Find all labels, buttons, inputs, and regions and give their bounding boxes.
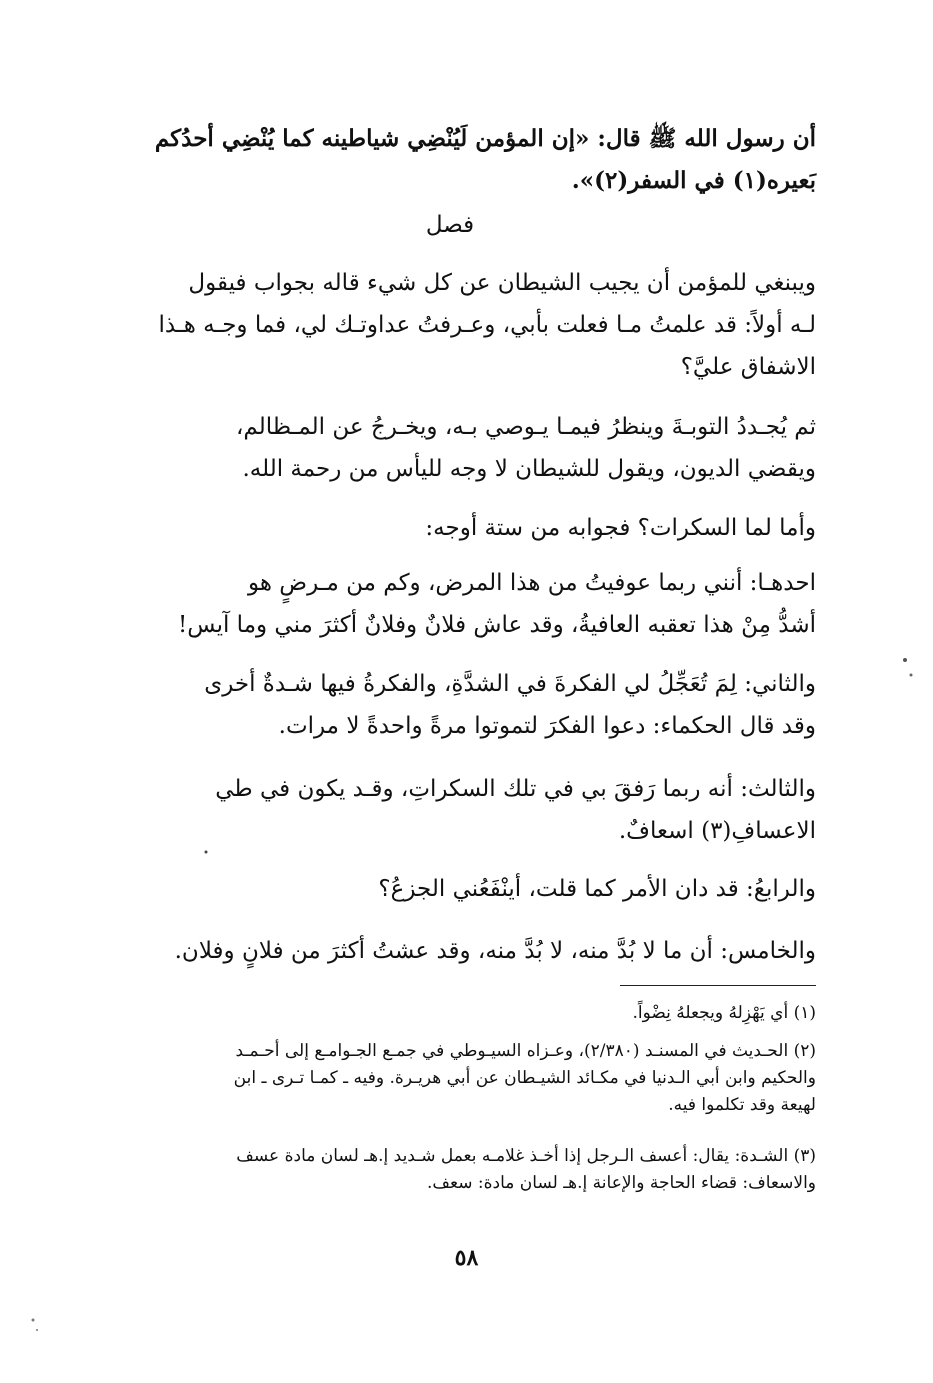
footnote-line: (٢) الحـديث في المسنـد (٢/٣٨٠)، وعـزاه السيـوطي في جمـع الجـوامـع إلى أحـمـد bbox=[235, 1041, 816, 1061]
text-line: وأما لما السكرات؟ فجوابه من ستة أوجه: bbox=[425, 515, 816, 541]
text-line: لـه أولاً: قد علمتُ مـا فعلت بأبي، وعـرفتُ عداوتـك لي، فما وجـه هـذا bbox=[158, 312, 816, 338]
paragraph bbox=[100, 768, 816, 852]
text-line: ثم يُجـددُ التوبـةَ وينظرُ فيمـا يـوصي بـه، ويخـرجُ عن المـظالم، bbox=[235, 414, 816, 440]
text-line: أشدُّ مِنْ هذا تعقبه العافيةُ، وقد عاش فلانٌ وفلانٌ أكثرَ مني وما آيس! bbox=[178, 612, 816, 638]
footnote-line: (٣) الشـدة: يقال: أعسف الـرجل إذا أخـذ غلامـه بعمل شـديد إ.هـ لسان مادة عسف bbox=[236, 1146, 816, 1166]
paragraph bbox=[100, 663, 816, 747]
section-heading: فصل bbox=[425, 212, 475, 238]
paragraph bbox=[100, 507, 816, 549]
text-line: أن رسول الله ﷺ قال: «إن المؤمن لَيُنْضِي شياطينه كما يُنْضِي أحدُكم bbox=[154, 125, 816, 152]
text-line: ويبنغي للمؤمن أن يجيب الشيطان عن كل شيء قاله بجواب فيقول bbox=[188, 270, 816, 296]
paragraph bbox=[100, 868, 816, 910]
text-line: الاشفاق عليَّ؟ bbox=[680, 354, 816, 380]
footnote-line: والحكيم وابن أبي الـدنيا في مكـائد الشيـطان عن أبي هريـرة. وفيه ـ كمـا تـرى ـ ابن bbox=[233, 1068, 816, 1088]
paragraph bbox=[100, 262, 816, 388]
footnote-2 bbox=[100, 1038, 816, 1119]
text-line: احدهـا: أنني ربما عوفيتُ من هذا المرض، وكم من مـرضٍ هو bbox=[247, 570, 816, 596]
paragraph-hadith bbox=[100, 118, 816, 202]
paragraph bbox=[100, 406, 816, 490]
text-line: والثالث: أنه ربما رَفقَ بي في تلك السكراتِ، وقـد يكون في طي bbox=[215, 776, 816, 802]
text-line: والرابعُ: قد دان الأمر كما قلت، أينْفَعُني الجزعُ؟ bbox=[378, 876, 816, 902]
footnote-line: (١) أي يَهْزِلهُ ويجعلهُ نِضْواً. bbox=[632, 1003, 816, 1023]
footnote-line: والاسعاف: قضاء الحاجة والإعانة إ.هـ لسان مادة: سعف. bbox=[427, 1173, 816, 1193]
text-line: بَعيره(١) في السفر(٢)». bbox=[571, 167, 816, 194]
text-line: والخامس: أن ما لا بُدَّ منه، لا بُدَّ منه، وقد عشتُ أكثرَ من فلانٍ وفلان. bbox=[174, 938, 816, 964]
paragraph bbox=[100, 562, 816, 646]
footnote-1 bbox=[100, 1000, 816, 1027]
page-number: ٥٨ bbox=[454, 1245, 479, 1271]
text-line: وقد قال الحكماء: دعوا الفكرَ لتموتوا مرةً واحدةً لا مرات. bbox=[278, 713, 816, 739]
text-line: ويقضي الديون، ويقول للشيطان لا وجه لليأس من رحمة الله. bbox=[242, 456, 816, 482]
footnote-3 bbox=[100, 1143, 816, 1197]
text-line: الاعسافِ(٣) اسعافٌ. bbox=[618, 818, 816, 844]
paragraph bbox=[100, 930, 816, 972]
text-line: والثاني: لِمَ تُعَجِّلُ لي الفكرةَ في الشدَّةِ، والفكرةُ فيها شـدةٌ أخرى bbox=[204, 671, 816, 697]
footnote-line: لهيعة وقد تكلموا فيه. bbox=[668, 1095, 816, 1115]
footnote-divider bbox=[620, 985, 816, 986]
